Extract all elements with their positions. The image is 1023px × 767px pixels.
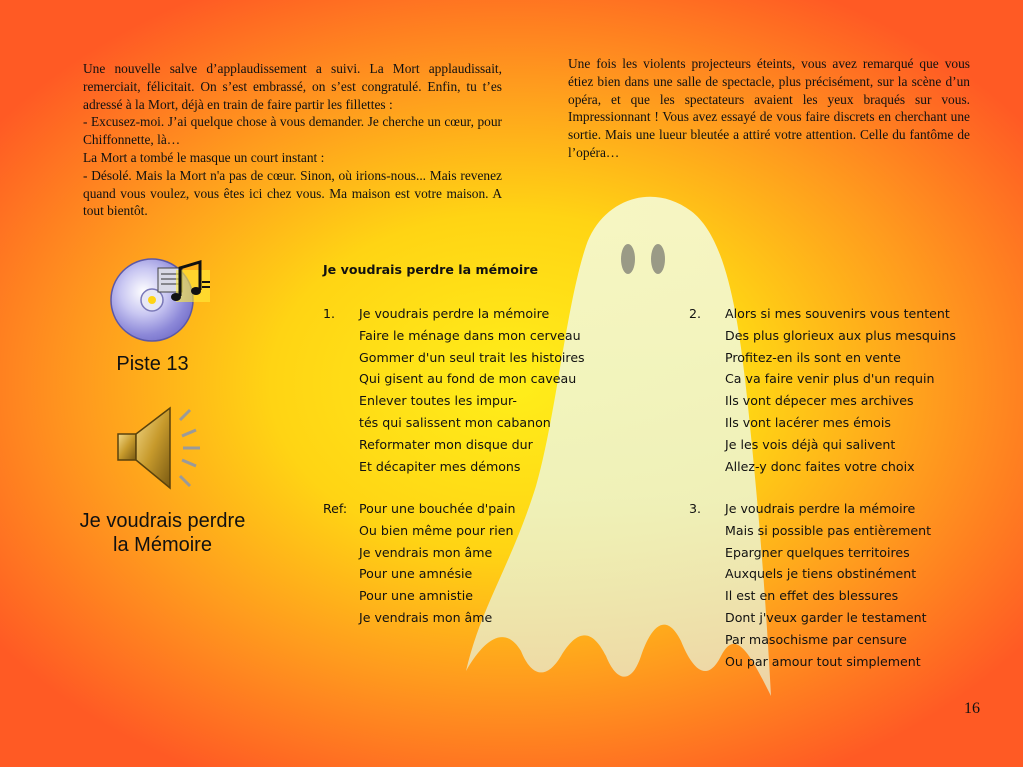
lyric-line: Reformater mon disque dur	[359, 436, 533, 452]
lyric-line: Des plus glorieux aux plus mesquins	[725, 327, 956, 343]
lyric-line: Ils vont dépecer mes archives	[725, 393, 914, 409]
lyric-line: Ils vont lacérer mes émois	[725, 414, 891, 430]
track-label: Piste 13	[116, 353, 189, 375]
lyric-line: Pour une amnistie	[359, 588, 473, 604]
refrain-label: Ref:	[323, 501, 348, 516]
verse-2	[689, 303, 956, 477]
verse-3	[689, 498, 931, 672]
narrative-paragraph: Une nouvelle salve d’applaudissement a suivi. La Mort applaudissait, remerciait, félicitait. On s’est embrassé, on s’est congratulé. Enfin, tu t’es adressé à la Mort, déjà en train de faire partir les fillettes :	[83, 61, 502, 112]
lyric-line: Par masochisme par censure	[725, 631, 907, 647]
lyric-line: Auxquels je tiens obstinément	[725, 566, 917, 582]
left-narrative	[83, 60, 502, 220]
lyric-line: Mais si possible pas entièrement	[725, 522, 932, 538]
song-caption-line: la Mémoire	[113, 534, 212, 556]
refrain	[323, 498, 515, 629]
narrative-paragraph: - Désolé. Mais la Mort n'a pas de cœur. Sinon, où irions-nous... Mais revenez quand vous voulez, vous êtes ici chez vous. Ma maison est votre maison. A tout bientôt.	[83, 167, 502, 219]
ghost-eye-right	[651, 244, 665, 274]
verse-number: 3.	[689, 501, 702, 516]
lyric-line: Allez-y donc faites votre choix	[725, 458, 915, 474]
lyric-line: Je voudrais perdre la mémoire	[725, 501, 916, 516]
verse-1	[323, 303, 585, 477]
lyric-line: Dont j'veux garder le testament	[725, 609, 927, 625]
right-narrative	[568, 55, 970, 162]
song-title: Je voudrais perdre la mémoire	[323, 262, 538, 277]
lyric-line: Profitez-en ils sont en vente	[725, 349, 901, 365]
verse-number: 1.	[323, 306, 336, 321]
song-caption	[55, 509, 270, 557]
lyric-line: Qui gisent au fond de mon caveau	[359, 371, 577, 387]
lyric-line: Faire le ménage dans mon cerveau	[359, 327, 581, 343]
narrative-paragraph: La Mort a tombé le masque un court instant :	[83, 149, 325, 165]
lyric-line: Je vendrais mon âme	[359, 609, 493, 625]
lyric-line: Et décapiter mes démons	[359, 458, 521, 474]
lyric-line: Ou par amour tout simplement	[725, 653, 921, 669]
speaker-sound-icon[interactable]	[112, 402, 206, 494]
lyric-line: Pour une bouchée d'pain	[359, 501, 516, 516]
lyric-line: Epargner quelques territoires	[725, 544, 910, 560]
narrative-paragraph: Une fois les violents projecteurs éteints, vous avez remarqué que vous étiez bien dans une salle de spectacle, plus précisément, sur la scène d’un opéra, et que les spectateurs avaient les yeux braqués sur vous. Impressionnant ! Vous avez essayé de vous faire discrets en cherchant une sortie. Mais une lueur bleutée a attiré votre attention. Celle du fantôme de l’opéra…	[568, 56, 970, 160]
verse-number: 2.	[689, 306, 702, 321]
page-number: 16	[964, 700, 980, 717]
lyric-line: Ca va faire venir plus d'un requin	[725, 371, 935, 387]
lyric-line: Je les vois déjà qui salivent	[725, 436, 896, 452]
lyric-line: Pour une amnésie	[359, 566, 473, 582]
lyric-line: Ou bien même pour rien	[359, 522, 514, 538]
lyric-line: Je vendrais mon âme	[359, 544, 493, 560]
lyric-line: Il est en effet des blessures	[725, 588, 899, 604]
lyric-line: Gommer d'un seul trait les histoires	[359, 349, 585, 365]
lyric-line: Enlever toutes les impur-	[359, 393, 517, 409]
lyric-line: Je voudrais perdre la mémoire	[359, 306, 550, 321]
lyric-line: Alors si mes souvenirs vous tentent	[725, 306, 950, 321]
narrative-paragraph: - Excusez-moi. J’ai quelque chose à vous demander. Je cherche un cœur, pour Chiffonnette, là…	[83, 114, 502, 148]
lyric-line: tés qui salissent mon cabanon	[359, 414, 551, 430]
song-caption-line: Je voudrais perdre	[79, 510, 246, 532]
ghost-eye-left	[621, 244, 635, 274]
cd-music-icon[interactable]	[106, 252, 214, 344]
